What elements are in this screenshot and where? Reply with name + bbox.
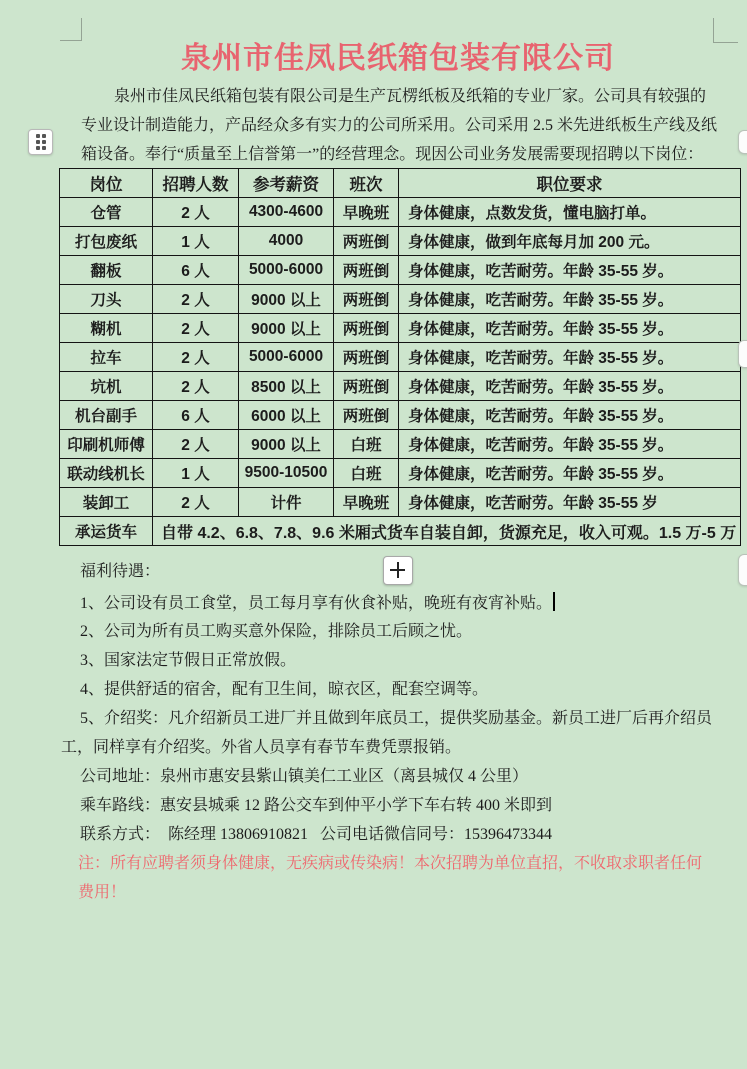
intro-line[interactable]: 专业设计制造能力，产品经众多有实力的公司所采用。公司采用 2.5 米先进纸板生产线及纸 <box>81 117 718 134</box>
crop-mark-top-right <box>713 42 738 43</box>
cell-shift[interactable]: 两班倒 <box>334 227 399 256</box>
cell-salary[interactable]: 5000-6000 <box>239 343 334 372</box>
cell-position[interactable]: 机台副手 <box>60 401 153 430</box>
cell-salary[interactable]: 6000 以上 <box>239 401 334 430</box>
cell-requirement[interactable]: 身体健康，吃苦耐劳。年龄 35-55 岁。 <box>399 343 741 372</box>
cell-shift[interactable]: 两班倒 <box>334 314 399 343</box>
cell-requirement[interactable]: 身体健康，吃苦耐劳。年龄 35-55 岁。 <box>399 372 741 401</box>
cell-position[interactable]: 坑机 <box>60 372 153 401</box>
benefits-heading[interactable]: 福利待遇： <box>80 563 161 580</box>
cell-requirement[interactable]: 身体健康，吃苦耐劳。年龄 35-55 岁。 <box>399 459 741 488</box>
table-row <box>60 401 741 430</box>
table-resize-plus-icon[interactable] <box>383 556 413 585</box>
table-footer-row <box>60 517 741 546</box>
page-title[interactable]: 泉州市佳凤民纸箱包装有限公司 <box>181 42 615 75</box>
cell-count[interactable]: 2 人 <box>153 198 239 227</box>
cell-count[interactable]: 2 人 <box>153 314 239 343</box>
intro-line[interactable]: 箱设备。奉行“质量至上信誉第一”的经营理念。现因公司业务发展需要现招聘以下岗位： <box>81 146 704 163</box>
cell-count[interactable]: 1 人 <box>153 459 239 488</box>
cell-shift[interactable]: 两班倒 <box>334 285 399 314</box>
benefit-item-4[interactable]: 4、提供舒适的宿舍，配有卫生间，晾衣区，配套空调等。 <box>80 681 489 698</box>
table-row <box>60 343 741 372</box>
intro-line[interactable]: 泉州市佳凤民纸箱包装有限公司是生产瓦楞纸板及纸箱的专业厂家。公司具有较强的 <box>114 88 707 105</box>
cell-position[interactable]: 承运货车 <box>60 517 153 546</box>
company-address-line[interactable]: 公司地址：泉州市惠安县紫山镇美仁工业区（离县城仅 4 公里） <box>80 768 529 785</box>
table-row <box>60 256 741 285</box>
notice-line[interactable]: 注：所有应聘者须身体健康，无疾病或传染病！本次招聘为单位直招，不收取求职者任何 <box>78 855 703 872</box>
cell-count[interactable]: 2 人 <box>153 488 239 517</box>
cell-shift[interactable]: 早晚班 <box>334 198 399 227</box>
cell-requirement[interactable]: 身体健康，吃苦耐劳。年龄 35-55 岁。 <box>399 401 741 430</box>
cell-salary[interactable]: 9000 以上 <box>239 285 334 314</box>
table-row <box>60 372 741 401</box>
table-row <box>60 488 741 517</box>
cell-requirement[interactable]: 身体健康，吃苦耐劳。年龄 35-55 岁。 <box>399 256 741 285</box>
benefit-item-2[interactable]: 2、公司为所有员工购买意外保险，排除员工后顾之忧。 <box>80 623 473 640</box>
table-row <box>60 459 741 488</box>
benefit-item-1[interactable] <box>80 592 555 614</box>
cell-requirement[interactable]: 身体健康，吃苦耐劳。年龄 35-55 岁。 <box>399 285 741 314</box>
cell-shift[interactable]: 两班倒 <box>334 401 399 430</box>
table-row <box>60 285 741 314</box>
cell-salary[interactable]: 9000 以上 <box>239 430 334 459</box>
cell-salary[interactable]: 9500-10500 <box>239 459 334 488</box>
cell-requirement[interactable]: 身体健康，吃苦耐劳。年龄 35-55 岁 <box>399 488 741 517</box>
right-edge-tab[interactable] <box>738 130 747 154</box>
cell-position[interactable]: 翻板 <box>60 256 153 285</box>
header-position[interactable]: 岗位 <box>60 169 153 198</box>
cell-salary[interactable]: 8500 以上 <box>239 372 334 401</box>
text-caret <box>553 592 555 611</box>
benefit-item-1-text: 1、公司设有员工食堂，员工每月享有伙食补贴，晚班有夜宵补贴。 <box>80 595 553 612</box>
cell-salary[interactable]: 4300-4600 <box>239 198 334 227</box>
cell-shift[interactable]: 白班 <box>334 459 399 488</box>
table-row <box>60 227 741 256</box>
jobs-table[interactable] <box>59 168 741 546</box>
cell-requirement[interactable]: 身体健康，吃苦耐劳。年龄 35-55 岁。 <box>399 314 741 343</box>
benefit-item-5-continued[interactable]: 工，同样享有介绍奖。外省人员享有春节车费凭票报销。 <box>61 739 462 756</box>
cell-count[interactable]: 1 人 <box>153 227 239 256</box>
header-requirement[interactable]: 职位要求 <box>399 169 741 198</box>
contact-line[interactable]: 联系方式： 陈经理 13806910821 公司电话微信同号：15396473344 <box>80 826 553 843</box>
cell-requirement[interactable]: 身体健康，做到年底每月加 200 元。 <box>399 227 741 256</box>
cell-requirement[interactable]: 身体健康，点数发货，懂电脑打单。 <box>399 198 741 227</box>
notice-line-continued[interactable]: 费用！ <box>78 884 127 901</box>
header-salary[interactable]: 参考薪资 <box>239 169 334 198</box>
cell-salary[interactable]: 4000 <box>239 227 334 256</box>
cell-count[interactable]: 2 人 <box>153 430 239 459</box>
cell-position[interactable]: 装卸工 <box>60 488 153 517</box>
cell-position[interactable]: 联动线机长 <box>60 459 153 488</box>
cell-requirement[interactable]: 身体健康，吃苦耐劳。年龄 35-55 岁。 <box>399 430 741 459</box>
cell-position[interactable]: 印刷机师傅 <box>60 430 153 459</box>
cell-count[interactable]: 6 人 <box>153 401 239 430</box>
crop-mark-top-left <box>60 40 82 41</box>
cell-count[interactable]: 2 人 <box>153 372 239 401</box>
cell-shift[interactable]: 早晚班 <box>334 488 399 517</box>
table-row <box>60 314 741 343</box>
intro-paragraph[interactable] <box>81 82 741 169</box>
cell-shift[interactable]: 两班倒 <box>334 256 399 285</box>
benefit-item-5[interactable]: 5、介绍奖：凡介绍新员工进厂并且做到年底员工，提供奖励基金。新员工进厂后再介绍员 <box>80 710 713 727</box>
benefit-item-3[interactable]: 3、国家法定节假日正常放假。 <box>80 652 297 669</box>
cell-position[interactable]: 糊机 <box>60 314 153 343</box>
table-row <box>60 198 741 227</box>
cell-position[interactable]: 刀头 <box>60 285 153 314</box>
cell-count[interactable]: 2 人 <box>153 285 239 314</box>
header-count[interactable]: 招聘人数 <box>153 169 239 198</box>
cell-salary[interactable]: 5000-6000 <box>239 256 334 285</box>
cell-position[interactable]: 拉车 <box>60 343 153 372</box>
cell-salary[interactable]: 9000 以上 <box>239 314 334 343</box>
cell-position[interactable]: 打包废纸 <box>60 227 153 256</box>
table-header-row <box>60 169 741 198</box>
bus-route-line[interactable]: 乘车路线：惠安县城乘 12 路公交车到仲平小学下车右转 400 米即到 <box>80 797 553 814</box>
cell-cargo-detail[interactable]: 自带 4.2、6.8、7.8、9.6 米厢式货车自装自卸，货源充足，收入可观。1.5 万-5 万 <box>153 517 741 546</box>
cell-shift[interactable]: 白班 <box>334 430 399 459</box>
right-edge-tab[interactable] <box>738 340 747 368</box>
cell-position[interactable]: 仓管 <box>60 198 153 227</box>
cell-count[interactable]: 6 人 <box>153 256 239 285</box>
header-shift[interactable]: 班次 <box>334 169 399 198</box>
table-move-handle-icon[interactable] <box>28 129 53 155</box>
right-edge-tab[interactable] <box>738 554 747 586</box>
cell-shift[interactable]: 两班倒 <box>334 343 399 372</box>
cell-shift[interactable]: 两班倒 <box>334 372 399 401</box>
cell-count[interactable]: 2 人 <box>153 343 239 372</box>
table-row <box>60 430 741 459</box>
cell-salary[interactable]: 计件 <box>239 488 334 517</box>
